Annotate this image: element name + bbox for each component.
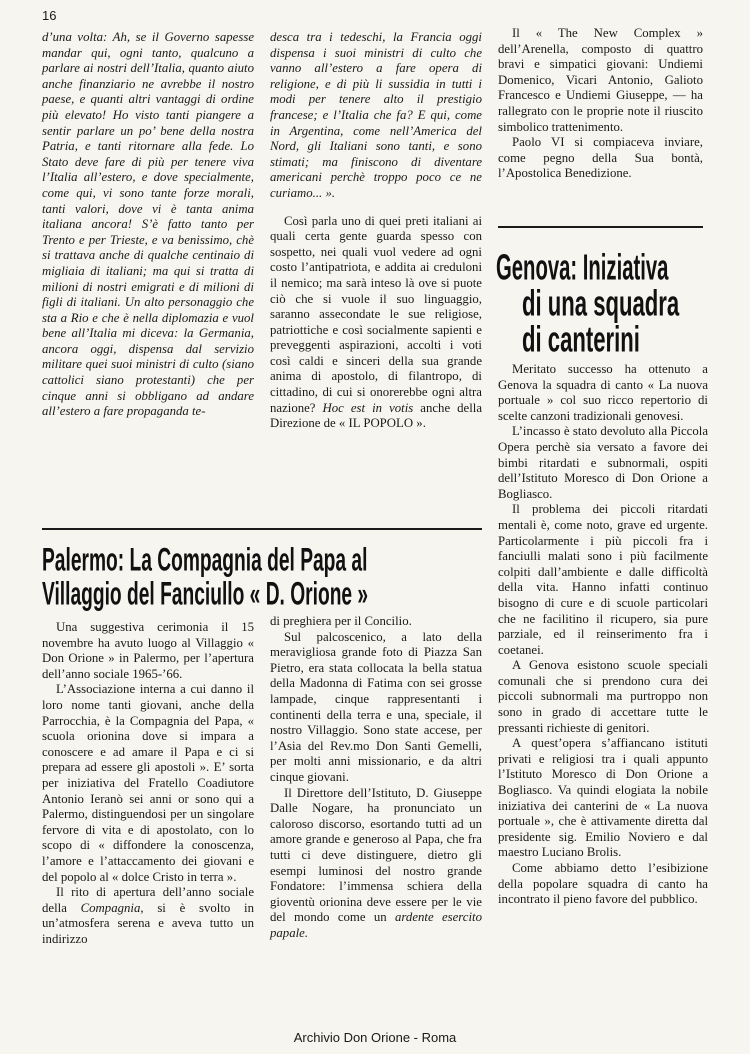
genova-paragraph-6: Come abbiamo detto l’esibizione della popolare squadra di canto ha incontrato il pieno favore del pubblico.	[498, 861, 708, 907]
palermo-title-line-1: Palermo: La Compagnia del Papa al	[42, 542, 368, 579]
top-column-2	[270, 30, 482, 432]
top-col2-text-a: Così parla uno di quei preti italiani ai quali certa gente guarda spesso con sospetto, nei quali vuol vedere ad ogni costo l’antipatriota, e addita ai creduloni il nemico; ma sarà inteso là ove si puote ciò che si vuole il suo linguaggio, saranno assecondate le sue religiose, patriottiche e così socialmente sapienti e preveggenti aspirazioni, accolti i voti così caldi e sinceri della sua grande anima di apostolo, di filantropo, di cittadino, di cui si onorerebbe ogni altra nazione?	[270, 213, 482, 415]
palermo-p3-compagnia: Compagnia,	[80, 900, 144, 915]
genova-title-line-2: di una squadra	[522, 282, 680, 324]
top-col2-latin: Hoc est in votis	[322, 400, 414, 415]
page-number: 16	[42, 8, 57, 23]
palermo-paragraph-3	[42, 885, 254, 947]
palermo-col2-paragraph-1: di preghiera per il Concilio.	[270, 614, 412, 628]
palermo-col2-paragraph-2: Sul palcoscenico, a lato della meravigliosa grande foto di Piazza San Pietro, era stata collocata la bella statua della Madonna di Fatima con sei grosse lampade, cinque rappresentanti i continenti della terra e una, speciale, il nostro Villaggio. Sono state accese, per l’Asia del Rev.mo Don Santi Gemelli, per molti anni missionario, e da altri cinque giovani.	[270, 629, 482, 784]
palermo-title-line-2: Villaggio del Fanciullo « D. Orione »	[42, 576, 369, 613]
top-col1-text: d’una volta: Ah, se il Governo sapesse mandar qui, ogni tanto, qualcuno a parlare ai nostri dell’Italia, quanto aiuto anche finanziario ne avrebbe il nostro paese, e quanti altri vantaggi di ordine più elevato! Ho visto tanti piangere a sentir parlare un po’ bene della nostra Patria, e tanti ritornare alla fede. Lo Stato deve fare di più per tenere viva l’Italia all’estero, e dove specialmente, come qui, vi sono tante forze morali, tanti valori, dove vi è tanta anima italiana ancora! S’è fatto tanto per Trento e per Trieste, e va benissimo, chè si trattava anche di qualche centinaio di migliaia di italiani; ma qui si tratta di milioni di nostri emigrati e di milioni di figli di italiani. Un alto personaggio che sta a Rio e che è nella diplomazia e vuol bene all’Italia mi diceva: la Germania, ancora oggi, dispensa dal servizio militare quei suoi ministri di culto (siano cattolici siano protestanti) che per cinque anni si obbligano ad andare all’estero a fare propaganda te-	[42, 30, 254, 419]
top-col3-p1: Il « The New Complex » dell’Arenella, composto di quattro bravi e simpatici giovani: Undiemi Domenico, Vicari Antonio, Galioto Francesco e Undiemi Giuseppe, — ha rallegrato con le proprie note il riuscito simbolico trattenimento.	[498, 26, 703, 134]
palermo-column-2	[270, 614, 482, 941]
genova-paragraph-1: Meritato successo ha ottenuto a Genova la squadra di canto « La nuova portuale » col suo ricco repertorio di scelte canzoni tradizionali genovesi.	[498, 362, 708, 423]
palermo-col2-paragraph-3	[270, 786, 482, 942]
top-col2-text-c: anche della Direzione de « IL POPOLO ».	[270, 400, 483, 431]
top-col2-quote-end: desca tra i tedeschi, la Francia oggi dispensa i suoi ministri di culto che vanno all’estero a fare opera di religione, e di più li sussidia in tutti i modi per tenere alto il prestigio francese; e l’Italia che fa? E qui, come in Argentina, come nell’America del Nord, gli Italiani sono tanti, e sono stimati; ma finiscono di diventare americani perchè troppo poco ce ne curiamo... ».	[270, 30, 482, 200]
palermo-col2-p3-italic: ardente esercito papale.	[270, 910, 482, 940]
palermo-col2-p3-text: Il Direttore dell’Istituto, D. Giuseppe Dalle Nogare, ha pronunciato un caloroso discorso, esortando tutti ad un amore grande e generoso al Papa, che fra tutti ci deve distinguere, dietro gli esempi luminosi del nostro grande Fondatore: l’immensa schiera della gioventù orionina deve essere per le vie del mondo come un	[270, 785, 482, 925]
genova-title-line-1: Genova: Iniziativa	[496, 246, 669, 288]
palermo-paragraph-2: L’Associazione interna a cui danno il loro nome tanti giovani, anche della Parrocchia, è la Compagnia del Papa, « scuola orionina dove si impara a conoscere e ad amare il Papa e ci si prepara ad essere gli apostoli ». E’ sorta per iniziativa del Fratello Coadiutore Antonio Ieranò sei anni or sono qui a Palermo, distinguendosi per un singolare fervore di vita e di apostolato, con lo scopo di « diffondere la conoscenza, l’amore e l’attaccamento dei giovani e del popolo al « dolce Cristo in terra ».	[42, 682, 254, 884]
top-column-1	[42, 30, 254, 420]
archive-footer: Archivio Don Orione - Roma	[293, 1030, 457, 1045]
genova-title-line-3: di canterini	[522, 318, 640, 360]
genova-top-rule	[498, 226, 703, 228]
genova-column	[498, 362, 708, 908]
genova-paragraph-5: A quest’opera s’affiancano istituti privati e religiosi tra i quali appunto l’Istituto Moresco di Don Orione a Bogliasco. Va quindi elogiata la nobile iniziativa dei canterini de « La nuova portuale », che è attivamente diretta dal presidente sig. Emilio Noviero e dal maestro Luciano Brolis.	[498, 736, 708, 860]
genova-paragraph-4: A Genova esistono scuole speciali comunali che si prendono cura dei piccoli subnormali ma purtroppo non sono in grado di accettare tutte le pressanti richieste di genitori.	[498, 658, 708, 735]
top-col2-paragraph	[270, 214, 482, 432]
palermo-top-rule	[42, 528, 482, 530]
genova-paragraph-2: L’incasso è stato devoluto alla Piccola Opera perchè sia versato a favore dei bimbi ritardati e subnormali, ospiti dell’Istituto Moresco di Don Orione a Bogliasco.	[498, 424, 708, 501]
genova-paragraph-3: Il problema dei piccoli ritardati mentali è, come noto, grave ed urgente. Particolarmente i più piccoli fra i fanciulli malati sono i più facilmente colpiti dall’ambiente e dalle difficoltà della vita. Hanno infatti continuo bisogno di cure e di scuole particolari che ne facilitino il ricupero, sia pure parziale, ed il reinserimento fra i coetanei.	[498, 502, 708, 657]
palermo-column-1	[42, 620, 254, 947]
top-col3-p2: Paolo VI si compiaceva inviare, come pegno della Sua bontà, l’Apostolica Benedizione.	[498, 135, 703, 181]
palermo-p3-text-b: si è svolto in un’atmosfera serena e aveva tutto un indirizzo	[42, 900, 254, 946]
palermo-p3-text-a: Il rito di apertura dell’anno sociale della	[42, 885, 254, 915]
palermo-paragraph-1: Una suggestiva cerimonia il 15 novembre ha avuto luogo al Villaggio « Don Orione » in Palermo, per l’apertura dell’anno sociale 1965-’66.	[42, 620, 254, 681]
top-column-3	[498, 26, 703, 182]
